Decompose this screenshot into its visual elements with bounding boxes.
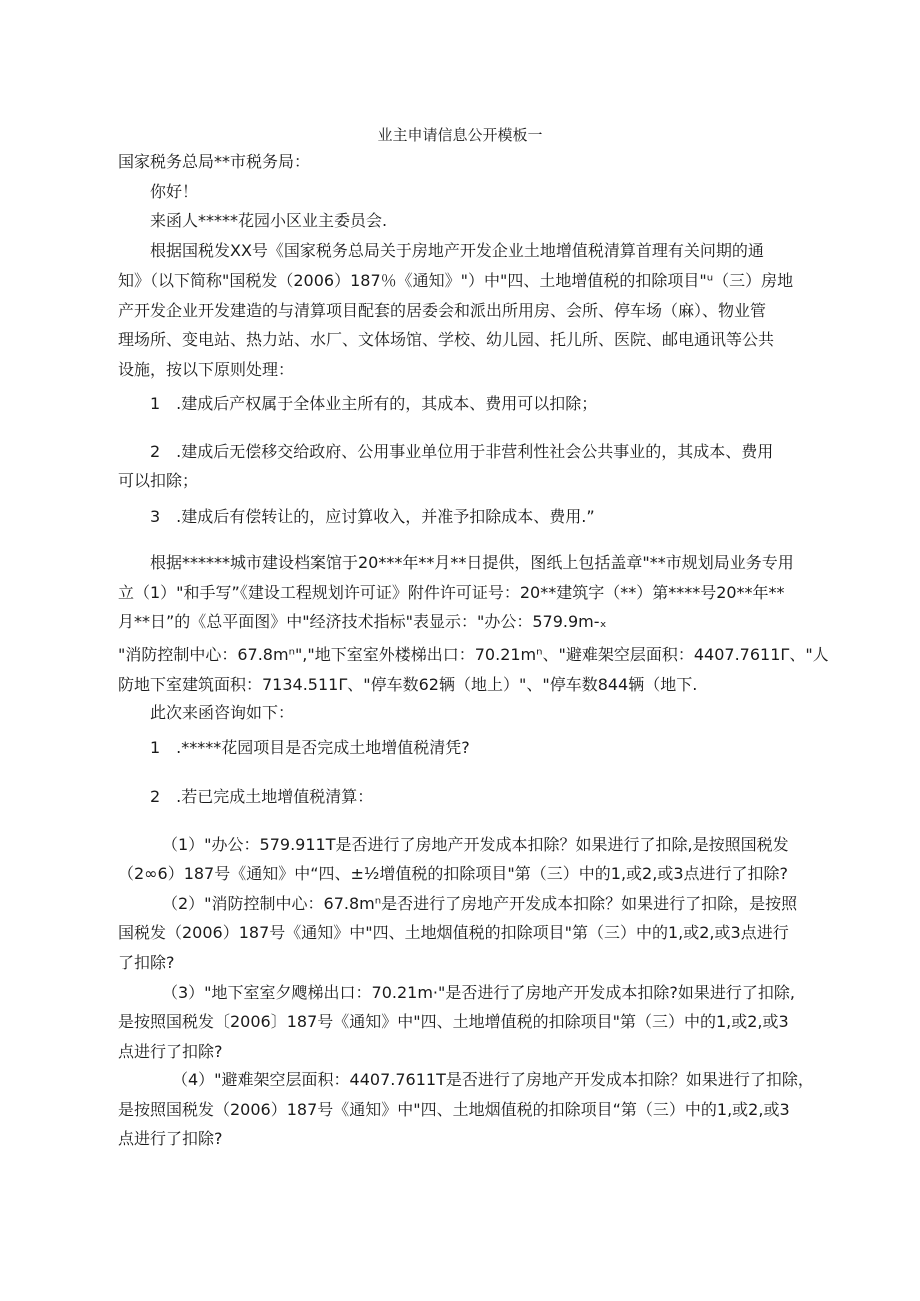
inquiry-item-1: 1 .*****花园项目是否完成土地增值税清凭? [150, 738, 470, 757]
sub-question-4-line-2: 是按照国税发（2006）187号《通知》中"四、土地烟值税的扣除项目“第（三）中的1,或2,或3 [118, 1100, 790, 1119]
body-paragraph-2-line-2: 立（1）"和手写”《建设工程规划许可证》附件许可证号：20**建筑字（**）第****号20**年** [118, 583, 785, 602]
principle-item-3: 3 .建成后有偿转让的，应讨算收入，并准予扣除成本、费用.” [150, 507, 595, 526]
body-paragraph-2-line-4: "消防控制中心：67.8mⁿ","地下室室外楼梯出口：70.21mⁿ、"避难架空层面积：4407.7611Γ、"人 [118, 645, 829, 664]
document-title: 业主申请信息公开模板一 [377, 126, 543, 144]
principle-item-2-line-1: 2 .建成后无偿移交给政府、公用事业单位用于非营利性社会公共事业的，其成本、费用 [150, 442, 774, 461]
body-paragraph-1-line-3: 产开发企业开发建造的与清算项目配套的居委会和派出所用房、会所、停车场（麻）、物业管 [118, 301, 767, 320]
body-paragraph-2-line-1: 根据******城市建设档案馆于20***年**月**日提供，图纸上包括盖章"**市规划局业务专用 [150, 553, 794, 572]
sub-question-4-line-1: （4）"避难架空层面积：4407.7611T是否进行了房地产开发成本扣除？如果进行了扣除， [172, 1070, 814, 1089]
principle-item-1: 1 .建成后产权属于全体业主所有的，其成本、费用可以扣除； [150, 394, 598, 413]
sender-line: 来函人*****花园小区业主委员会. [150, 211, 388, 230]
inquiry-intro: 此次来函咨询如下： [150, 703, 295, 722]
sub-question-3-line-3: 点进行了扣除? [118, 1042, 223, 1061]
sub-question-1-line-1: （1）"办公：579.911T是否进行了房地产开发成本扣除？如果进行了扣除,是按照国税发 [162, 835, 789, 854]
body-paragraph-1-line-4: 理场所、变电站、热力站、水厂、文体场馆、学校、幼儿园、托儿所、医院、邮电通讯等公共 [118, 330, 775, 349]
sub-question-3-line-1: （3）"地下室室夕飕梯出口：70.21m·"是否进行了房地产开发成本扣除?如果进行了扣除, [162, 983, 795, 1002]
sub-question-4-line-3: 点进行了扣除? [118, 1129, 223, 1148]
sub-question-2-line-1: （2）"消防控制中心：67.8mⁿ是否进行了房地产开发成本扣除？如果进行了扣除，是按照 [162, 894, 798, 913]
body-paragraph-2-line-5: 防地下室建筑面积：7134.511Γ、"停车数62辆（地上）"、"停车数844辆（地下. [118, 675, 698, 694]
principle-item-2-line-2: 可以扣除； [118, 471, 199, 490]
inquiry-item-2: 2 .若已完成土地增值税清算： [150, 787, 374, 806]
sub-question-3-line-2: 是按照国税发〔2006〕187号《通知》中"四、土地增值税的扣除项目"第（三）中的1,或2,或3 [118, 1012, 789, 1031]
salutation-recipient: 国家税务总局**市税务局： [118, 152, 311, 171]
body-paragraph-2-line-3: 月**日”的《总平面图》中"经济技术指标"表显示："办公：579.9m-ₓ [118, 612, 607, 631]
greeting: 你好！ [150, 182, 199, 201]
sub-question-2-line-3: 了扣除? [118, 953, 175, 972]
body-paragraph-1-line-1: 根据国税发XX号《国家税务总局关于房地产开发企业土地增值税清算首理有关问期的通 [150, 241, 764, 260]
sub-question-1-line-2: （2∞6）187号《通知》中“四、±½增值税的扣除项目"第（三）中的1,或2,或3点进行了扣除? [118, 864, 788, 883]
body-paragraph-1-line-2: 知》（以下简称"国税发（2006）187％《通知》"）中"四、土地增值税的扣除项目"ᵘ（三）房地 [118, 271, 794, 290]
body-paragraph-1-line-5: 设施，按以下原则处理： [118, 360, 295, 379]
sub-question-2-line-2: 国税发（2006）187号《通知》中"四、土地烟值税的扣除项目"第（三）中的1,或2,或3点进行 [118, 923, 789, 942]
